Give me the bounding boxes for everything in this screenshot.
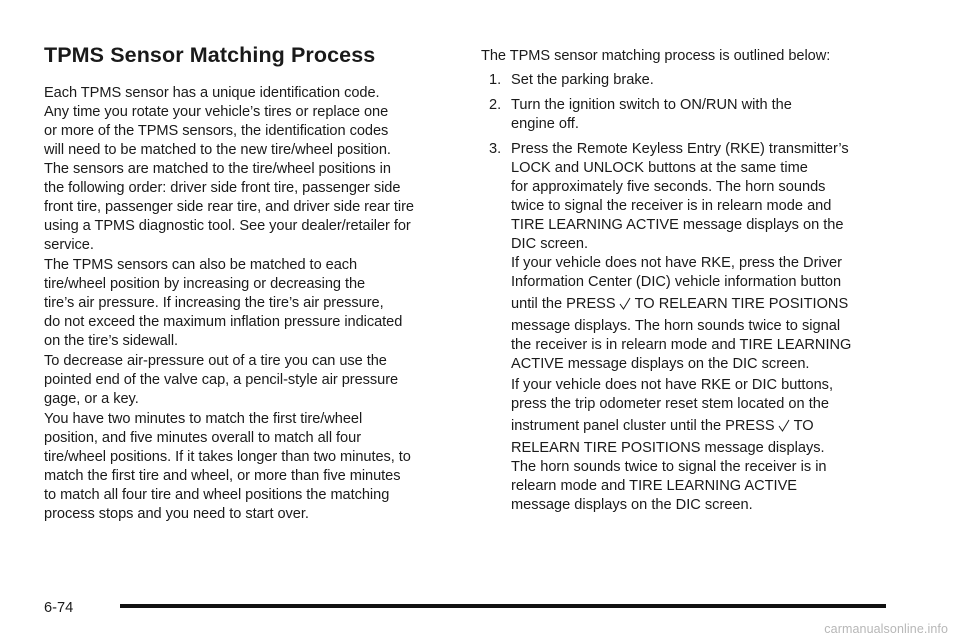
watermark: carmanualsonline.info [824,622,948,636]
text-fragment: TO RELEARN TIRE POSITIONS [634,296,849,312]
text-line: service. [44,237,94,253]
text-line: The TPMS sensors can also be matched to each [44,257,358,273]
text-line: Set the parking brake. [511,72,654,88]
footer-rule [120,604,886,608]
step-text [511,96,792,134]
text-line: will need to be matched to the new tire/wheel position. [44,142,391,158]
text-line: position, and five minutes overall to match all four [44,430,362,446]
text-line: Turn the ignition switch to ON/RUN with the [511,97,792,113]
text-line [511,417,833,436]
text-line: front tire, passenger side rear tire, and driver side rear tire [44,199,414,215]
text-line: to match all four tire and wheel positions the matching [44,487,390,503]
text-line: To decrease air-pressure out of a tire you can use the [44,353,387,369]
text-line: tire/wheel position by increasing or decreasing the [44,276,366,292]
step-number: 3. [489,141,502,157]
text-line: tire/wheel positions. If it takes longer than two minutes, to [44,449,411,465]
text-line: Information Center (DIC) vehicle information button [511,274,842,290]
page-number: 6-74 [44,600,74,616]
text-line: ACTIVE message displays on the DIC screen. [511,356,810,372]
text-line: message displays on the DIC screen. [511,497,753,513]
text-line: The TPMS sensor matching process is outlined below: [481,48,831,64]
text-line: relearn mode and TIRE LEARNING ACTIVE [511,478,798,494]
text-fragment: instrument panel cluster until the PRESS [511,418,775,434]
text-line: engine off. [511,116,579,132]
step-number: 1. [489,72,502,88]
text-line: Press the Remote Keyless Entry (RKE) transmitter’s [511,141,849,157]
step-text [511,71,654,90]
text-line: If your vehicle does not have RKE, press the Driver [511,255,842,271]
text-line: match the first tire and wheel, or more than five minutes [44,468,401,484]
paragraph-decrease-pressure [44,352,398,409]
text-line: do not exceed the maximum inflation pressure indicated [44,314,403,330]
text-line: You have two minutes to match the first tire/wheel [44,411,363,427]
page-title: TPMS Sensor Matching Process [44,43,376,67]
text-line: If your vehicle does not have RKE or DIC buttons, [511,377,834,393]
text-line: press the trip odometer reset stem located on the [511,396,829,412]
text-line: LOCK and UNLOCK buttons at the same time [511,160,808,176]
text-line: message displays. The horn sounds twice to signal [511,318,841,334]
text-line: Any time you rotate your vehicle’s tires or replace one [44,104,389,120]
text-line: RELEARN TIRE POSITIONS message displays. [511,440,825,456]
step-text [511,140,849,254]
text-line: on the tire’s sidewall. [44,333,179,349]
text-line: the receiver is in relearn mode and TIRE LEARNING [511,337,852,353]
checkmark-icon [778,419,790,432]
text-fragment: TO [793,418,814,434]
step-3-no-rke-note [511,254,851,374]
step-3-no-rke-dic-note [511,376,833,515]
text-line: Each TPMS sensor has a unique identification code. [44,85,380,101]
text-line: twice to signal the receiver is in relearn mode and [511,198,832,214]
text-line: DIC screen. [511,236,589,252]
text-line: process stops and you need to start over. [44,506,309,522]
text-line: gage, or a key. [44,391,139,407]
text-line: for approximately five seconds. The horn sounds [511,179,826,195]
paragraph-identification-code [44,84,414,255]
text-line: tire’s air pressure. If increasing the tire’s air pressure, [44,295,384,311]
text-line: or more of the TPMS sensors, the identification codes [44,123,389,139]
text-fragment: until the PRESS [511,296,616,312]
steps-intro [481,47,830,66]
text-line: using a TPMS diagnostic tool. See your dealer/retailer for [44,218,411,234]
text-line: TIRE LEARNING ACTIVE message displays on the [511,217,844,233]
step-number: 2. [489,97,502,113]
text-line: The horn sounds twice to signal the receiver is in [511,459,827,475]
paragraph-time-limits [44,410,411,524]
text-line: The sensors are matched to the tire/wheel positions in [44,161,391,177]
text-line: the following order: driver side front tire, passenger side [44,180,401,196]
checkmark-icon [619,297,631,310]
text-line [511,295,851,314]
paragraph-air-pressure-matching [44,256,402,351]
text-line: pointed end of the valve cap, a pencil-style air pressure [44,372,399,388]
